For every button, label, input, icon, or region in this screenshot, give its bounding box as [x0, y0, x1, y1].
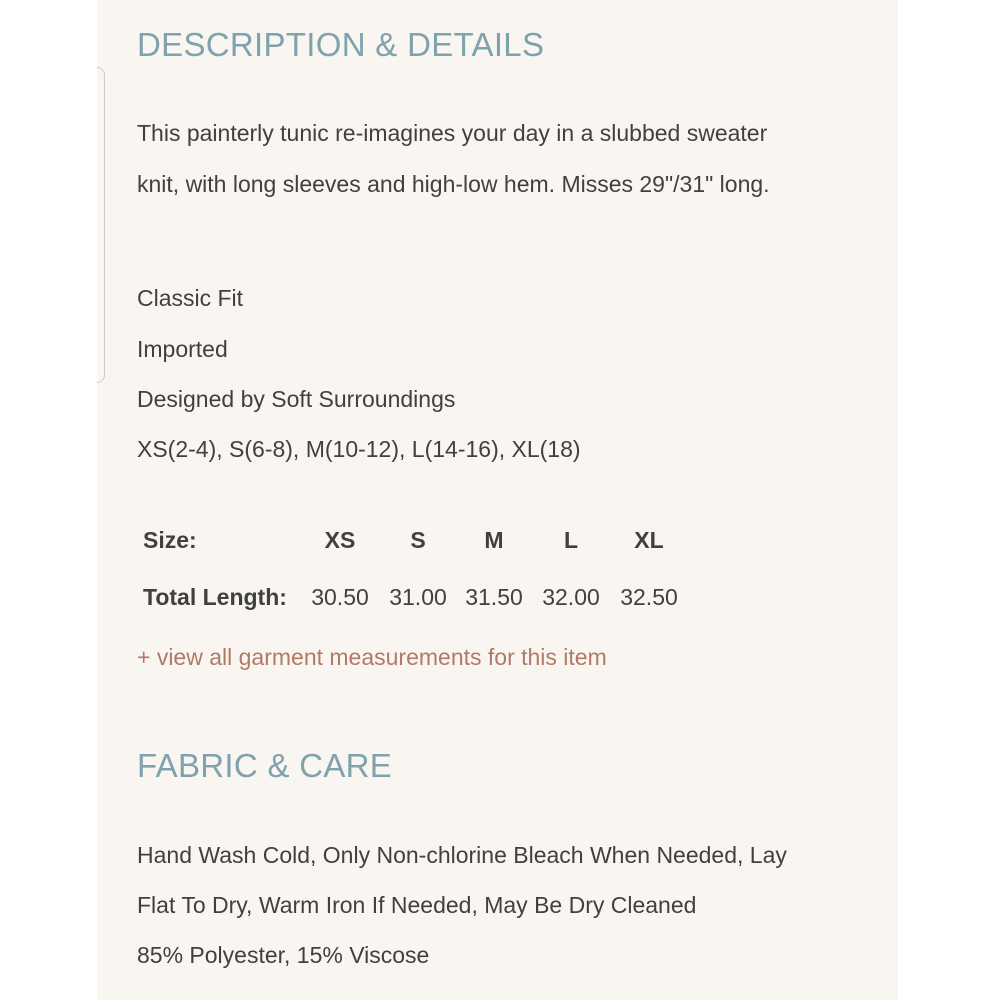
length-xs: 30.50	[311, 584, 369, 610]
side-drawer-handle[interactable]	[97, 67, 105, 383]
size-xs: XS	[324, 527, 356, 553]
size-s: S	[410, 527, 426, 553]
detail-fit: Classic Fit	[137, 285, 244, 311]
description-line-2: knit, with long sleeves and high-low hem. Misses 29"/31" long.	[137, 171, 770, 197]
size-m: M	[484, 527, 504, 553]
fabric-care-heading: FABRIC & CARE	[137, 747, 393, 784]
length-row	[143, 584, 703, 618]
length-m: 31.50	[465, 584, 523, 610]
length-l: 32.00	[542, 584, 600, 610]
description-heading: DESCRIPTION & DETAILS	[137, 26, 545, 63]
detail-size-range: XS(2-4), S(6-8), M(10-12), L(14-16), XL(18)	[137, 436, 581, 462]
description-line-1: This painterly tunic re-imagines your day in a slubbed sweater	[137, 120, 768, 146]
total-length-label: Total Length:	[143, 584, 287, 610]
size-xl: XL	[634, 527, 664, 553]
care-line-1: Hand Wash Cold, Only Non-chlorine Bleach When Needed, Lay	[137, 842, 787, 868]
care-line-2: Flat To Dry, Warm Iron If Needed, May Be Dry Cleaned	[137, 892, 697, 918]
length-xl: 32.50	[620, 584, 678, 610]
length-s: 31.00	[389, 584, 447, 610]
size-header-row	[143, 527, 703, 561]
size-chart-table	[143, 527, 703, 618]
size-l: L	[563, 527, 579, 553]
view-measurements-link[interactable]: + view all garment measurements for this item	[137, 644, 607, 670]
detail-origin: Imported	[137, 336, 228, 362]
fabric-composition: 85% Polyester, 15% Viscose	[137, 942, 430, 968]
size-label: Size:	[143, 527, 197, 553]
detail-designer: Designed by Soft Surroundings	[137, 386, 456, 412]
